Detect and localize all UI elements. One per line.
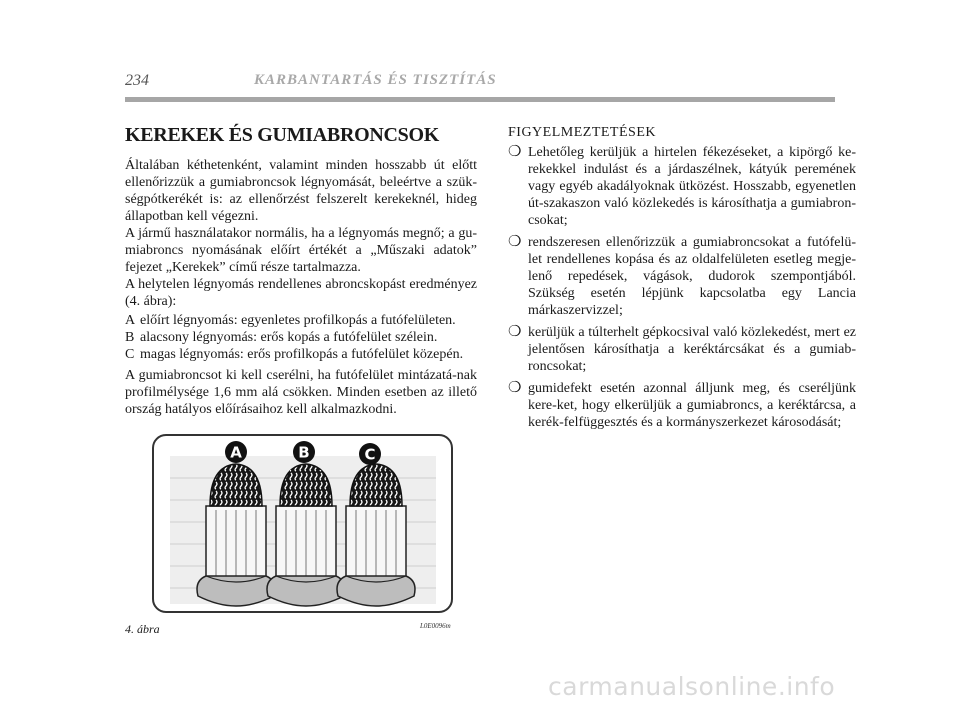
label-c <box>359 443 381 465</box>
warning-item: ❍ kerüljük a túlterhelt gépkocsival való közlekedést, mert ez jelentősen károsíthatja a keréktárcsákat és a gumiab-roncsokat; <box>508 324 856 374</box>
paragraph-1: Általában kéthetenként, valamint minden hosszabb út előtt ellenőrizzük a gumiabroncsok légnyomását, beleértve a szük-ségpótkerékét is: az ellenőrzést felszerelt kerekeknél, hideg állapotban kell végezni. <box>125 158 477 224</box>
figure-caption: 4. ábra <box>125 622 160 636</box>
header-rule <box>125 97 835 102</box>
running-title: KARBANTARTÁS ÉS TISZTÍTÁS <box>254 72 497 88</box>
pressure-item-b: B alacsony légnyomás: erős kopás a futófelület szélein. <box>125 330 438 345</box>
right-column <box>508 124 856 436</box>
paragraph-4: A gumiabroncsot ki kell cserélni, ha futófelület mintázatá-nak profilmélysége 1,6 mm alá csökken. Minden esetben az illető ország hatályos előírásaihoz kell alkalmazkodni. <box>125 368 477 417</box>
bullet-circle-icon: ❍ <box>508 144 522 160</box>
paragraph-2: A jármű használatakor normális, ha a légnyomás megnő; a gu-miabroncs nyomásának előírt értékét a „Műszaki adatok” fejezet „Kerekek” című része tartalmazza. <box>125 226 477 275</box>
label-b <box>293 441 315 463</box>
watermark: carmanualsonline.info <box>548 672 836 701</box>
pressure-item-a: A előírt légnyomás: egyenletes profilkopás a futófelületen. <box>125 313 456 328</box>
warning-item: ❍ gumidefekt esetén azonnal álljunk meg, és cseréljünk kere-ket, hogy elkerüljük a gumiabroncs, a keréktárcsa, a kerék-felfüggesztés és a kormányszerkezet károsodását; <box>508 380 856 430</box>
figure-code: L0E0096m <box>420 622 451 630</box>
svg-text:B: B <box>298 443 310 462</box>
label-a <box>225 441 247 463</box>
section-title: KEREKEK ÉS GUMIABRONCSOK <box>125 124 439 146</box>
pressure-item-c: C magas légnyomás: erős profilkopás a futófelület közepén. <box>125 347 464 362</box>
tire-wear-figure <box>152 434 453 613</box>
bullet-circle-icon: ❍ <box>508 324 522 340</box>
warning-item: ❍ Lehetőleg kerüljük a hirtelen fékezéseket, a kipörgő ke-rekekkel indulást és a járdaszélnek, kátyúk peremének vagy egyéb akadályoknak ütközést. Hosszabb, egyenetlen út-szakaszon való közlekedés is károsíthatja a gumiabron-csokat; <box>508 144 856 228</box>
svg-text:C: C <box>364 445 376 464</box>
bullet-circle-icon: ❍ <box>508 234 522 250</box>
svg-text:A: A <box>230 443 242 462</box>
warning-item: ❍ rendszeresen ellenőrizzük a gumiabroncsokat a futófelü-let rendellenes kopása és az oldalfelületen esetleg megje-lenő repedések, vágások, dudorok szempontjából. Szükség esetén lépjünk kapcsolatba egy Lancia márkaszervizzel; <box>508 234 856 318</box>
left-column <box>125 123 477 418</box>
tire-illustration <box>154 436 451 611</box>
bullet-circle-icon: ❍ <box>508 380 522 396</box>
paragraph-3: A helytelen légnyomás rendellenes abroncskopást eredményez (4. ábra): <box>125 277 477 309</box>
pressure-list <box>125 312 477 363</box>
page-number: 234 <box>125 72 149 89</box>
warnings-title: FIGYELMEZTETÉSEK <box>508 125 656 140</box>
warnings-list <box>508 144 856 431</box>
